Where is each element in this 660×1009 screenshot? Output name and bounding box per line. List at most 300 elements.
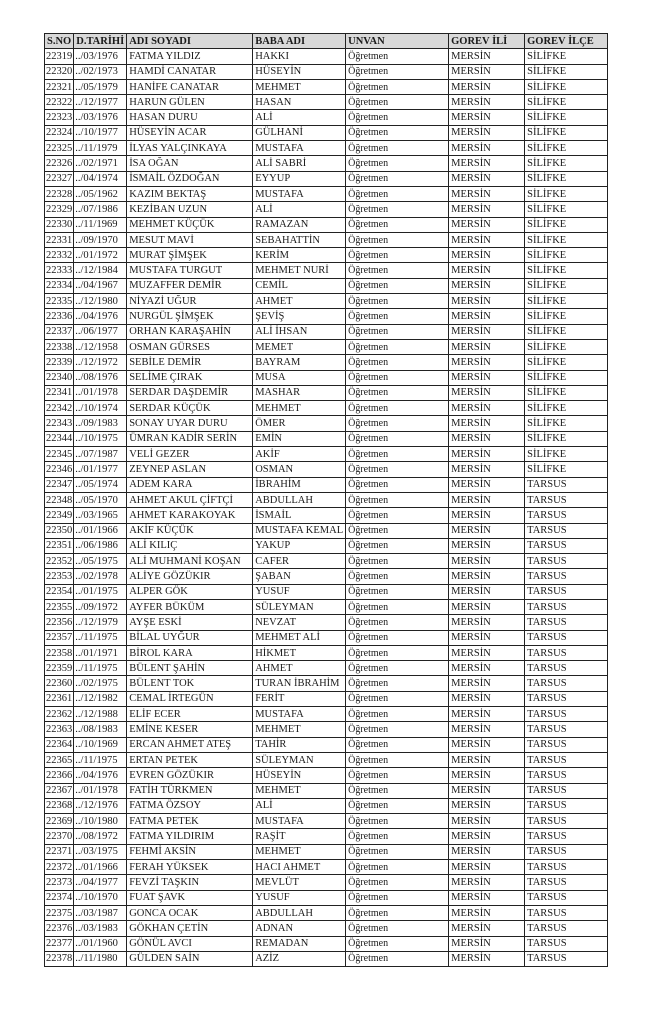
cell-sno: 22328 (45, 186, 74, 201)
table-row (45, 890, 608, 905)
cell-sno: 22334 (45, 278, 74, 293)
cell-sno: 22361 (45, 691, 74, 706)
cell-full-name: HÜSEYİN ACAR (127, 125, 253, 140)
header-district: GOREV İLÇE (525, 34, 608, 49)
cell-province: MERSİN (449, 615, 525, 630)
cell-sno: 22360 (45, 676, 74, 691)
table-row (45, 447, 608, 462)
cell-full-name: VELİ GEZER (127, 447, 253, 462)
cell-title: Öğretmen (346, 202, 449, 217)
cell-province: MERSİN (449, 523, 525, 538)
cell-sno: 22342 (45, 401, 74, 416)
cell-district: TARSUS (525, 645, 608, 660)
cell-province: MERSİN (449, 248, 525, 263)
cell-full-name: MURAT ŞİMŞEK (127, 248, 253, 263)
cell-province: MERSİN (449, 584, 525, 599)
cell-title: Öğretmen (346, 370, 449, 385)
cell-district: SİLİFKE (525, 156, 608, 171)
cell-full-name: ZEYNEP ASLAN (127, 462, 253, 477)
cell-father-name: MUSTAFA (253, 707, 346, 722)
cell-province: MERSİN (449, 554, 525, 569)
cell-full-name: ADEM KARA (127, 477, 253, 492)
cell-father-name: BAYRAM (253, 355, 346, 370)
cell-title: Öğretmen (346, 278, 449, 293)
cell-title: Öğretmen (346, 630, 449, 645)
cell-title: Öğretmen (346, 401, 449, 416)
cell-title: Öğretmen (346, 385, 449, 400)
cell-district: SİLİFKE (525, 278, 608, 293)
table-row (45, 554, 608, 569)
cell-father-name: MEHMET (253, 401, 346, 416)
cell-birth-date: ../05/1979 (74, 79, 127, 94)
cell-birth-date: ../05/1970 (74, 492, 127, 507)
cell-full-name: FATMA YILDIRIM (127, 829, 253, 844)
cell-father-name: YAKUP (253, 538, 346, 553)
table-row (45, 64, 608, 79)
cell-province: MERSİN (449, 905, 525, 920)
cell-district: TARSUS (525, 783, 608, 798)
cell-birth-date: ../06/1977 (74, 324, 127, 339)
header-full-name: ADI SOYADI (127, 34, 253, 49)
cell-district: TARSUS (525, 737, 608, 752)
cell-province: MERSİN (449, 707, 525, 722)
cell-province: MERSİN (449, 569, 525, 584)
table-row (45, 599, 608, 614)
cell-father-name: MUSTAFA (253, 141, 346, 156)
cell-title: Öğretmen (346, 921, 449, 936)
cell-sno: 22375 (45, 905, 74, 920)
cell-district: TARSUS (525, 875, 608, 890)
cell-full-name: BÜLENT ŞAHİN (127, 661, 253, 676)
cell-title: Öğretmen (346, 79, 449, 94)
cell-sno: 22373 (45, 875, 74, 890)
cell-title: Öğretmen (346, 538, 449, 553)
cell-district: SİLİFKE (525, 248, 608, 263)
cell-sno: 22366 (45, 768, 74, 783)
cell-birth-date: ../12/1977 (74, 95, 127, 110)
table-row (45, 508, 608, 523)
cell-sno: 22354 (45, 584, 74, 599)
cell-district: SİLİFKE (525, 309, 608, 324)
cell-title: Öğretmen (346, 905, 449, 920)
cell-sno: 22369 (45, 814, 74, 829)
cell-birth-date: ../10/1969 (74, 737, 127, 752)
cell-full-name: GÜLDEN SAİN (127, 951, 253, 966)
cell-title: Öğretmen (346, 248, 449, 263)
header-father-name: BABA ADI (253, 34, 346, 49)
cell-province: MERSİN (449, 294, 525, 309)
cell-province: MERSİN (449, 936, 525, 951)
table-row (45, 232, 608, 247)
cell-full-name: HASAN DURU (127, 110, 253, 125)
cell-sno: 22322 (45, 95, 74, 110)
cell-title: Öğretmen (346, 508, 449, 523)
table-row (45, 278, 608, 293)
cell-province: MERSİN (449, 921, 525, 936)
table-row (45, 339, 608, 354)
cell-father-name: HASAN (253, 95, 346, 110)
cell-father-name: İSMAİL (253, 508, 346, 523)
cell-sno: 22326 (45, 156, 74, 171)
cell-province: MERSİN (449, 508, 525, 523)
cell-father-name: TAHİR (253, 737, 346, 752)
cell-birth-date: ../08/1976 (74, 370, 127, 385)
cell-father-name: ABDULLAH (253, 492, 346, 507)
cell-province: MERSİN (449, 477, 525, 492)
cell-sno: 22351 (45, 538, 74, 553)
table-row (45, 523, 608, 538)
cell-sno: 22327 (45, 171, 74, 186)
table-row (45, 645, 608, 660)
cell-full-name: BİLAL UYĞUR (127, 630, 253, 645)
cell-district: TARSUS (525, 538, 608, 553)
cell-province: MERSİN (449, 875, 525, 890)
table-row (45, 691, 608, 706)
cell-full-name: CEMAL İRTEGÜN (127, 691, 253, 706)
cell-title: Öğretmen (346, 569, 449, 584)
cell-district: SİLİFKE (525, 370, 608, 385)
cell-district: SİLİFKE (525, 385, 608, 400)
header-birth-date: D.TARİHİ (74, 34, 127, 49)
cell-father-name: RAŞİT (253, 829, 346, 844)
cell-district: TARSUS (525, 921, 608, 936)
cell-full-name: BÜLENT TOK (127, 676, 253, 691)
table-row (45, 798, 608, 813)
cell-title: Öğretmen (346, 447, 449, 462)
cell-sno: 22357 (45, 630, 74, 645)
cell-father-name: AKİF (253, 447, 346, 462)
cell-full-name: BİROL KARA (127, 645, 253, 660)
cell-father-name: ALİ (253, 110, 346, 125)
table-row (45, 370, 608, 385)
cell-title: Öğretmen (346, 431, 449, 446)
cell-father-name: KERİM (253, 248, 346, 263)
cell-birth-date: ../06/1986 (74, 538, 127, 553)
cell-sno: 22323 (45, 110, 74, 125)
cell-district: TARSUS (525, 798, 608, 813)
cell-full-name: FATMA YILDIZ (127, 49, 253, 64)
table-row (45, 79, 608, 94)
cell-father-name: MEMET (253, 339, 346, 354)
cell-district: SİLİFKE (525, 401, 608, 416)
cell-title: Öğretmen (346, 829, 449, 844)
cell-full-name: FATİH TÜRKMEN (127, 783, 253, 798)
cell-birth-date: ../11/1980 (74, 951, 127, 966)
cell-full-name: EMİNE KESER (127, 722, 253, 737)
cell-father-name: ALİ (253, 798, 346, 813)
cell-district: SİLİFKE (525, 79, 608, 94)
cell-district: SİLİFKE (525, 110, 608, 125)
cell-birth-date: ../04/1976 (74, 309, 127, 324)
cell-province: MERSİN (449, 798, 525, 813)
cell-district: SİLİFKE (525, 263, 608, 278)
cell-district: SİLİFKE (525, 355, 608, 370)
cell-full-name: ELİF ECER (127, 707, 253, 722)
cell-full-name: AYŞE ESKİ (127, 615, 253, 630)
cell-district: TARSUS (525, 936, 608, 951)
cell-sno: 22331 (45, 232, 74, 247)
cell-sno: 22337 (45, 324, 74, 339)
cell-full-name: MUZAFFER DEMİR (127, 278, 253, 293)
cell-title: Öğretmen (346, 263, 449, 278)
cell-full-name: SERDAR DAŞDEMİR (127, 385, 253, 400)
cell-province: MERSİN (449, 447, 525, 462)
cell-full-name: İSA OĞAN (127, 156, 253, 171)
cell-birth-date: ../02/1975 (74, 676, 127, 691)
cell-province: MERSİN (449, 125, 525, 140)
cell-full-name: ALPER GÖK (127, 584, 253, 599)
cell-sno: 22371 (45, 844, 74, 859)
cell-district: SİLİFKE (525, 339, 608, 354)
cell-father-name: SEBAHATTİN (253, 232, 346, 247)
cell-title: Öğretmen (346, 141, 449, 156)
cell-district: TARSUS (525, 523, 608, 538)
cell-birth-date: ../07/1987 (74, 447, 127, 462)
table-header-row (45, 34, 608, 49)
table-row (45, 860, 608, 875)
cell-birth-date: ../10/1975 (74, 431, 127, 446)
cell-father-name: MEHMET (253, 783, 346, 798)
cell-district: SİLİFKE (525, 125, 608, 140)
cell-province: MERSİN (449, 79, 525, 94)
cell-father-name: MEHMET ALİ (253, 630, 346, 645)
cell-title: Öğretmen (346, 64, 449, 79)
cell-province: MERSİN (449, 630, 525, 645)
cell-province: MERSİN (449, 324, 525, 339)
cell-province: MERSİN (449, 599, 525, 614)
cell-province: MERSİN (449, 492, 525, 507)
table-row (45, 202, 608, 217)
cell-father-name: MUSTAFA (253, 814, 346, 829)
cell-birth-date: ../03/1983 (74, 921, 127, 936)
cell-district: SİLİFKE (525, 95, 608, 110)
cell-title: Öğretmen (346, 49, 449, 64)
cell-father-name: MEHMET (253, 844, 346, 859)
header-title: UNVAN (346, 34, 449, 49)
cell-district: TARSUS (525, 676, 608, 691)
table-row (45, 110, 608, 125)
cell-sno: 22377 (45, 936, 74, 951)
cell-birth-date: ../01/1966 (74, 523, 127, 538)
cell-father-name: CAFER (253, 554, 346, 569)
cell-province: MERSİN (449, 232, 525, 247)
cell-district: TARSUS (525, 707, 608, 722)
cell-father-name: FERİT (253, 691, 346, 706)
table-row (45, 829, 608, 844)
cell-father-name: ALİ (253, 202, 346, 217)
cell-title: Öğretmen (346, 294, 449, 309)
cell-province: MERSİN (449, 171, 525, 186)
cell-sno: 22340 (45, 370, 74, 385)
cell-father-name: NEVZAT (253, 615, 346, 630)
cell-full-name: EVREN GÖZÜKIR (127, 768, 253, 783)
cell-district: TARSUS (525, 584, 608, 599)
cell-birth-date: ../07/1986 (74, 202, 127, 217)
cell-birth-date: ../11/1975 (74, 630, 127, 645)
table-row (45, 49, 608, 64)
cell-district: SİLİFKE (525, 202, 608, 217)
cell-district: SİLİFKE (525, 431, 608, 446)
cell-sno: 22352 (45, 554, 74, 569)
cell-father-name: AHMET (253, 661, 346, 676)
cell-title: Öğretmen (346, 722, 449, 737)
cell-birth-date: ../10/1974 (74, 401, 127, 416)
cell-birth-date: ../04/1977 (74, 875, 127, 890)
cell-birth-date: ../10/1977 (74, 125, 127, 140)
cell-province: MERSİN (449, 860, 525, 875)
cell-district: TARSUS (525, 722, 608, 737)
cell-province: MERSİN (449, 278, 525, 293)
table-row (45, 217, 608, 232)
cell-district: SİLİFKE (525, 186, 608, 201)
cell-province: MERSİN (449, 737, 525, 752)
cell-sno: 22335 (45, 294, 74, 309)
cell-title: Öğretmen (346, 523, 449, 538)
cell-father-name: TURAN İBRAHİM (253, 676, 346, 691)
table-row (45, 783, 608, 798)
cell-sno: 22368 (45, 798, 74, 813)
cell-birth-date: ../08/1983 (74, 722, 127, 737)
cell-birth-date: ../02/1978 (74, 569, 127, 584)
cell-sno: 22321 (45, 79, 74, 94)
cell-full-name: GÖKHAN ÇETİN (127, 921, 253, 936)
cell-sno: 22364 (45, 737, 74, 752)
cell-full-name: SONAY UYAR DURU (127, 416, 253, 431)
cell-full-name: İSMAİL ÖZDOĞAN (127, 171, 253, 186)
cell-full-name: KAZIM BEKTAŞ (127, 186, 253, 201)
cell-full-name: MUSTAFA TURGUT (127, 263, 253, 278)
cell-birth-date: ../12/1958 (74, 339, 127, 354)
cell-sno: 22346 (45, 462, 74, 477)
table-row (45, 905, 608, 920)
cell-birth-date: ../11/1979 (74, 141, 127, 156)
cell-province: MERSİN (449, 370, 525, 385)
cell-birth-date: ../02/1973 (74, 64, 127, 79)
table-row (45, 294, 608, 309)
cell-title: Öğretmen (346, 232, 449, 247)
cell-district: SİLİFKE (525, 294, 608, 309)
cell-title: Öğretmen (346, 171, 449, 186)
cell-title: Öğretmen (346, 95, 449, 110)
cell-full-name: ÜMRAN KADİR SERİN (127, 431, 253, 446)
cell-birth-date: ../11/1969 (74, 217, 127, 232)
cell-province: MERSİN (449, 217, 525, 232)
cell-full-name: GÖNÜL AVCI (127, 936, 253, 951)
cell-title: Öğretmen (346, 339, 449, 354)
cell-full-name: ALİ KILIÇ (127, 538, 253, 553)
cell-full-name: SEBİLE DEMİR (127, 355, 253, 370)
cell-province: MERSİN (449, 691, 525, 706)
cell-district: TARSUS (525, 615, 608, 630)
cell-sno: 22350 (45, 523, 74, 538)
table-row (45, 431, 608, 446)
table-row (45, 936, 608, 951)
cell-district: TARSUS (525, 599, 608, 614)
cell-sno: 22332 (45, 248, 74, 263)
table-row (45, 263, 608, 278)
cell-sno: 22355 (45, 599, 74, 614)
table-row (45, 186, 608, 201)
cell-province: MERSİN (449, 309, 525, 324)
cell-father-name: CEMİL (253, 278, 346, 293)
cell-district: TARSUS (525, 508, 608, 523)
cell-full-name: ERTAN PETEK (127, 752, 253, 767)
cell-title: Öğretmen (346, 860, 449, 875)
cell-father-name: ALİ SABRİ (253, 156, 346, 171)
cell-title: Öğretmen (346, 691, 449, 706)
cell-province: MERSİN (449, 431, 525, 446)
table-row (45, 584, 608, 599)
cell-father-name: ŞABAN (253, 569, 346, 584)
cell-father-name: HACI AHMET (253, 860, 346, 875)
cell-province: MERSİN (449, 385, 525, 400)
cell-title: Öğretmen (346, 707, 449, 722)
cell-sno: 22356 (45, 615, 74, 630)
cell-father-name: HİKMET (253, 645, 346, 660)
cell-title: Öğretmen (346, 186, 449, 201)
cell-sno: 22353 (45, 569, 74, 584)
cell-full-name: KEZİBAN UZUN (127, 202, 253, 217)
cell-father-name: REMADAN (253, 936, 346, 951)
cell-title: Öğretmen (346, 462, 449, 477)
table-row (45, 355, 608, 370)
cell-sno: 22333 (45, 263, 74, 278)
cell-province: MERSİN (449, 722, 525, 737)
cell-birth-date: ../01/1960 (74, 936, 127, 951)
cell-father-name: MEHMET (253, 722, 346, 737)
cell-title: Öğretmen (346, 814, 449, 829)
cell-birth-date: ../04/1976 (74, 768, 127, 783)
table-row (45, 248, 608, 263)
cell-sno: 22378 (45, 951, 74, 966)
cell-province: MERSİN (449, 156, 525, 171)
cell-full-name: ORHAN KARAŞAHİN (127, 324, 253, 339)
cell-full-name: NİYAZİ UĞUR (127, 294, 253, 309)
table-row (45, 737, 608, 752)
cell-sno: 22358 (45, 645, 74, 660)
cell-birth-date: ../05/1975 (74, 554, 127, 569)
cell-title: Öğretmen (346, 737, 449, 752)
cell-title: Öğretmen (346, 309, 449, 324)
cell-province: MERSİN (449, 951, 525, 966)
cell-sno: 22341 (45, 385, 74, 400)
cell-district: TARSUS (525, 829, 608, 844)
cell-father-name: SÜLEYMAN (253, 599, 346, 614)
table-row (45, 309, 608, 324)
cell-district: TARSUS (525, 554, 608, 569)
cell-title: Öğretmen (346, 798, 449, 813)
cell-province: MERSİN (449, 416, 525, 431)
cell-province: MERSİN (449, 890, 525, 905)
cell-province: MERSİN (449, 829, 525, 844)
cell-father-name: AHMET (253, 294, 346, 309)
cell-birth-date: ../04/1974 (74, 171, 127, 186)
cell-province: MERSİN (449, 401, 525, 416)
cell-sno: 22343 (45, 416, 74, 431)
cell-district: TARSUS (525, 661, 608, 676)
cell-province: MERSİN (449, 814, 525, 829)
cell-birth-date: ../11/1975 (74, 752, 127, 767)
cell-full-name: GONCA OCAK (127, 905, 253, 920)
cell-province: MERSİN (449, 538, 525, 553)
cell-sno: 22349 (45, 508, 74, 523)
cell-father-name: İBRAHİM (253, 477, 346, 492)
cell-title: Öğretmen (346, 951, 449, 966)
cell-title: Öğretmen (346, 477, 449, 492)
table-row (45, 125, 608, 140)
cell-father-name: ŞEVİŞ (253, 309, 346, 324)
cell-district: SİLİFKE (525, 49, 608, 64)
